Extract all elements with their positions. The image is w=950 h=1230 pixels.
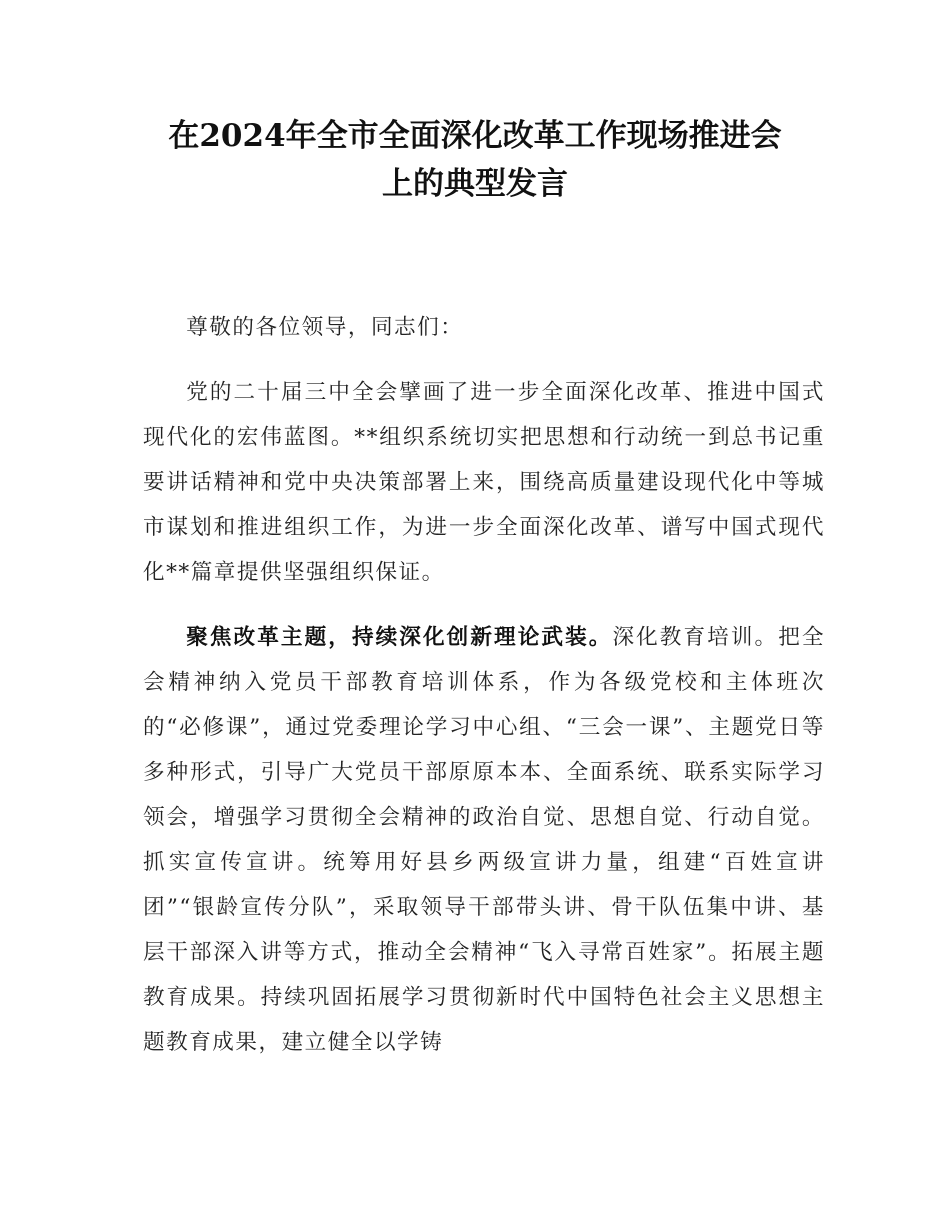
paragraph-1: 党的二十届三中全会擘画了进一步全面深化改革、推进中国式现代化的宏伟蓝图。**组织系统切实把思想和行动统一到总书记重要讲话精神和党中央决策部署上来，围绕高质量建设现代化中等城市谋划和推进组织工作，为进一步全面深化改革、谱写中国式现代化**篇章提供坚强组织保证。 [143, 380, 825, 585]
title-line-2: 上的典型发言 [382, 166, 568, 202]
paragraph-2-body: 深化教育培训。把全会精神纳入党员干部教育培训体系，作为各级党校和主体班次的“必修课”，通过党委理论学习中心组、“三会一课”、主题党日等多种形式，引导广大党员干部原原本本、全面系统、联系实际学习领会，增强学习贯彻全会精神的政治自觉、思想自觉、行动自觉。抓实宣传宣讲。统筹用好县乡两级宣讲力量，组建“百姓宣讲团”“银龄宣传分队”，采取领导干部带头讲、骨干队伍集中讲、基层干部深入讲等方式，推动全会精神“飞入寻常百姓家”。拓展主题教育成果。持续巩固拓展学习贯彻新时代中国特色社会主义思想主题教育成果，建立健全以学铸 [143, 625, 825, 1055]
document-title [110, 112, 840, 208]
title-line-1: 在2024年全市全面深化改革工作现场推进会 [168, 118, 782, 154]
salutation: 尊敬的各位领导，同志们： [186, 315, 464, 340]
document-body [143, 305, 825, 1065]
paragraph-2-heading: 聚焦改革主题，持续深化创新理论武装。 [186, 625, 613, 650]
paragraph-2 [143, 615, 825, 1065]
